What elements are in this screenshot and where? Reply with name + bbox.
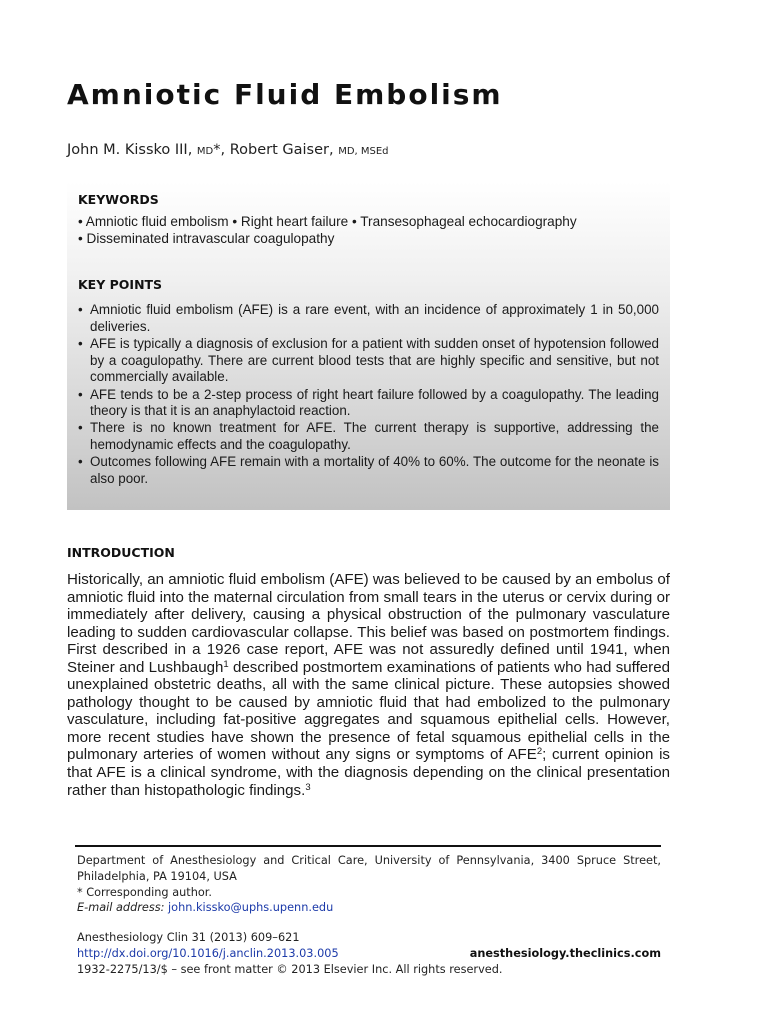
paragraph-text: Historically, an amniotic fluid embolism (AFE) was believed to be caused by an embolus of amniotic fluid into the maternal circulation from small tears in the uterus or cervix during or immediately after delivery, causing a physical obstruction of the pulmonary vasculature leading to sudden cardiovascular collapse. This belief was based on postmortem findings. First described in a 1926 case report, AFE was not assuredly defined until 1941, when Steiner and Lushbaugh <box>67 571 670 676</box>
author-name: , Robert Gaiser, <box>220 142 334 158</box>
article-title: Amniotic Fluid Embolism <box>67 78 503 111</box>
keywords-line: • Disseminated intravascular coagulopathy <box>78 231 335 246</box>
key-point-text: Amniotic fluid embolism (AFE) is a rare event, with an incidence of approximately 1 in 50,000 deliveries. <box>90 302 659 334</box>
footer-divider <box>75 845 661 847</box>
author-degree: MD, MSEd <box>338 146 389 157</box>
corresponding-mark: * <box>213 142 221 158</box>
reference-link[interactable]: 3 <box>305 781 311 793</box>
key-point-item <box>78 454 659 487</box>
copyright: 1932-2275/13/$ – see front matter © 2013 Elsevier Inc. All rights reserved. <box>77 962 503 976</box>
key-point-text: There is no known treatment for AFE. The current therapy is supportive, addressing the hemodynamic effects and the coagulopathy. <box>90 420 659 453</box>
author-name: John M. Kissko III, <box>67 142 193 158</box>
author-degree: MD <box>196 146 214 157</box>
key-points-list <box>78 302 659 488</box>
reference-link[interactable]: 2 <box>536 746 543 758</box>
key-point-text: AFE is typically a diagnosis of exclusion for a patient with sudden onset of hypotension followed by a coagulopathy. There are current blood tests that are highly specific and sensitive, but not commercially available. <box>90 335 659 385</box>
key-point-item <box>78 336 659 386</box>
keywords-heading: KEYWORDS <box>78 192 159 207</box>
doi-link[interactable]: http://dx.doi.org/10.1016/j.anclin.2013.03.005 <box>77 946 339 960</box>
doi-row <box>77 946 661 962</box>
email-line <box>77 900 661 916</box>
affiliation: Department of Anesthesiology and Critical Care, University of Pennsylvania, 3400 Spruce Street, Philadelphia, PA 19104, USA <box>77 854 661 883</box>
keywords-line: • Amniotic fluid embolism • Right heart failure • Transesophageal echocardiography <box>78 214 577 229</box>
key-point-text: AFE tends to be a 2-step process of right heart failure followed by a coagulopathy. The leading theory is that it is an anaphylactoid reaction. <box>90 386 659 419</box>
bullet-icon: • <box>78 420 83 436</box>
corresponding-author-note: * Corresponding author. <box>77 885 212 899</box>
bullet-icon: • <box>78 386 83 402</box>
key-point-item <box>78 387 659 420</box>
journal-citation: Anesthesiology Clin 31 (2013) 609–621 <box>77 931 300 945</box>
bullet-icon: • <box>78 302 83 317</box>
journal-website[interactable]: anesthesiology.theclinics.com <box>469 946 661 960</box>
key-point-item <box>78 302 659 335</box>
email-label: E-mail address: <box>77 901 165 915</box>
author-line <box>67 142 389 158</box>
key-point-item <box>78 420 659 453</box>
key-point-text: Outcomes following AFE remain with a mortality of 40% to 60%. The outcome for the neonate is also poor. <box>90 454 659 487</box>
footer <box>77 853 661 978</box>
key-points-heading: KEY POINTS <box>78 277 163 292</box>
bullet-icon: • <box>78 454 83 470</box>
paragraph-text: described postmortem examinations of patients who had suffered unexplained obstetric deaths, all with the same clinical picture. These autopsies showed pathology thought to be caused by amniotic fluid that had embolized to the pulmonary vasculature, including fat-positive aggregates and squamous epithelial cells. However, more recent studies have shown the presence of fetal squamous epithelial cells in the pulmonary arteries of women without any signs or symptoms of AFE <box>67 658 670 764</box>
reference-link[interactable]: 1 <box>223 658 229 670</box>
email-link[interactable]: john.kissko@uphs.upenn.edu <box>168 901 334 915</box>
introduction-paragraph <box>67 571 670 799</box>
keywords-box <box>67 182 670 510</box>
paragraph-text: ; current opinion is that AFE is a clinical syndrome, with the diagnosis depending on the clinical presentation rather than histopathologic findings. <box>67 746 670 799</box>
section-heading-introduction: INTRODUCTION <box>67 545 175 560</box>
bullet-icon: • <box>78 335 83 351</box>
